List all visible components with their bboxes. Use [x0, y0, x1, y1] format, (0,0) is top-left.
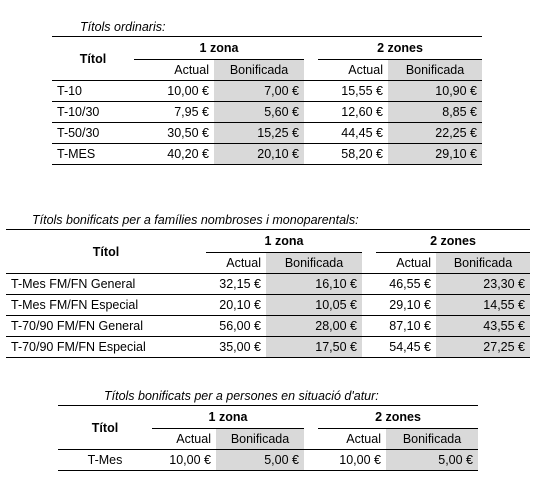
- z2-actual: 54,45 €: [376, 337, 436, 358]
- z1-bonificada: 28,00 €: [266, 316, 362, 337]
- fare-name: T-70/90 FM/FN General: [6, 316, 206, 337]
- z1-bonificada: 20,10 €: [214, 144, 304, 165]
- table-row: [6, 295, 530, 316]
- z1-actual: 35,00 €: [206, 337, 266, 358]
- z1-actual: 10,00 €: [134, 81, 214, 102]
- z1-actual: 10,00 €: [152, 450, 216, 471]
- zone1-header: 1 zona: [206, 230, 362, 253]
- sub-bonificada: Bonificada: [266, 253, 362, 274]
- z1-actual: 7,95 €: [134, 102, 214, 123]
- z1-bonificada: 7,00 €: [214, 81, 304, 102]
- table-row: [52, 102, 482, 123]
- z1-actual: 40,20 €: [134, 144, 214, 165]
- table-row: [52, 144, 482, 165]
- fare-name: T-Mes FM/FN General: [6, 274, 206, 295]
- fares-table-families: [6, 229, 530, 358]
- table-row: [6, 337, 530, 358]
- zone2-header: 2 zones: [318, 37, 482, 60]
- table-row: [6, 316, 530, 337]
- sub-bonificada: Bonificada: [214, 60, 304, 81]
- z2-actual: 44,45 €: [318, 123, 388, 144]
- fare-name: T-MES: [52, 144, 134, 165]
- z2-bonificada: 10,90 €: [388, 81, 482, 102]
- table-caption-atur: Títols bonificats per a persones en situació d'atur:: [104, 389, 379, 403]
- sub-actual: Actual: [176, 432, 211, 446]
- sub-bonificada: Bonificada: [388, 60, 482, 81]
- fares-table-ordinaris: [52, 36, 482, 165]
- table-row: [6, 274, 530, 295]
- table-row: [52, 81, 482, 102]
- z1-actual: 20,10 €: [206, 295, 266, 316]
- fare-name: T-10: [52, 81, 134, 102]
- zone1-header: 1 zona: [134, 37, 304, 60]
- z2-actual: 10,00 €: [318, 450, 386, 471]
- z1-bonificada: 10,05 €: [266, 295, 362, 316]
- z1-bonificada: 16,10 €: [266, 274, 362, 295]
- sub-bonificada: Bonificada: [216, 429, 304, 450]
- z2-bonificada: 5,00 €: [386, 450, 478, 471]
- fare-name: T-Mes: [58, 450, 152, 471]
- table-row: [58, 450, 478, 471]
- z2-bonificada: 22,25 €: [388, 123, 482, 144]
- z1-bonificada: 5,60 €: [214, 102, 304, 123]
- zone2-header: 2 zones: [318, 406, 478, 429]
- sub-bonificada: Bonificada: [436, 253, 530, 274]
- sub-actual: Actual: [396, 256, 431, 270]
- title-header: Títol: [6, 230, 206, 274]
- z2-actual: 58,20 €: [318, 144, 388, 165]
- zone1-header: 1 zona: [152, 406, 304, 429]
- z2-actual: 15,55 €: [318, 81, 388, 102]
- z2-bonificada: 43,55 €: [436, 316, 530, 337]
- fare-name: T-50/30: [52, 123, 134, 144]
- z1-bonificada: 17,50 €: [266, 337, 362, 358]
- sub-actual: Actual: [174, 63, 209, 77]
- z2-bonificada: 8,85 €: [388, 102, 482, 123]
- z2-bonificada: 23,30 €: [436, 274, 530, 295]
- fare-name: T-70/90 FM/FN Especial: [6, 337, 206, 358]
- sub-actual: Actual: [348, 63, 383, 77]
- fare-name: T-Mes FM/FN Especial: [6, 295, 206, 316]
- title-header: Títol: [52, 37, 134, 81]
- z2-actual: 12,60 €: [318, 102, 388, 123]
- z2-bonificada: 14,55 €: [436, 295, 530, 316]
- z1-actual: 30,50 €: [134, 123, 214, 144]
- sub-actual: Actual: [346, 432, 381, 446]
- z2-actual: 87,10 €: [376, 316, 436, 337]
- z1-actual: 56,00 €: [206, 316, 266, 337]
- table-caption-ordinaris: Títols ordinaris:: [80, 20, 166, 34]
- sub-bonificada: Bonificada: [386, 429, 478, 450]
- fare-name: T-10/30: [52, 102, 134, 123]
- z2-bonificada: 27,25 €: [436, 337, 530, 358]
- fares-table-atur: [58, 405, 478, 471]
- z1-bonificada: 5,00 €: [216, 450, 304, 471]
- z2-actual: 29,10 €: [376, 295, 436, 316]
- z2-bonificada: 29,10 €: [388, 144, 482, 165]
- z1-actual: 32,15 €: [206, 274, 266, 295]
- z2-actual: 46,55 €: [376, 274, 436, 295]
- z1-bonificada: 15,25 €: [214, 123, 304, 144]
- table-row: [52, 123, 482, 144]
- sub-actual: Actual: [226, 256, 261, 270]
- zone2-header: 2 zones: [376, 230, 530, 253]
- table-caption-families: Títols bonificats per a famílies nombroses i monoparentals:: [32, 213, 359, 227]
- title-header: Títol: [58, 406, 152, 450]
